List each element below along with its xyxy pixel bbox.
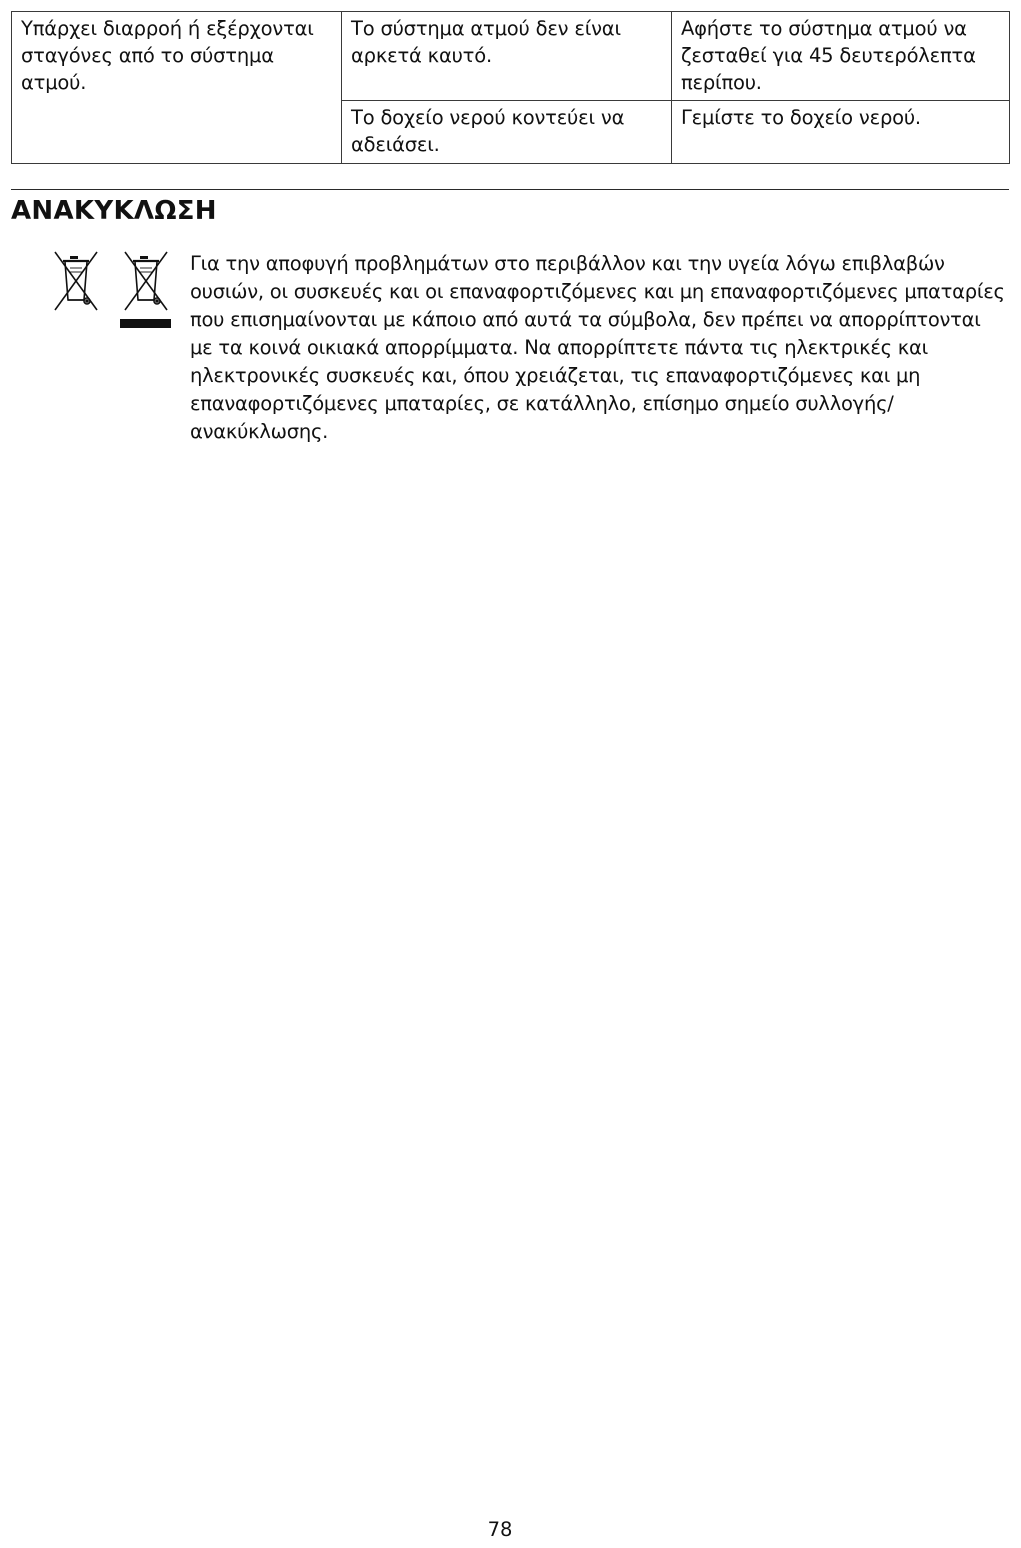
- cause-cell: Το δοχείο νερού κοντεύει να αδειάσει.: [342, 101, 672, 164]
- section-divider: [11, 189, 1009, 190]
- solution-cell: Γεμίστε το δοχείο νερού.: [672, 101, 1010, 164]
- crossed-out-wheelie-bin-with-bar-icon: [120, 252, 171, 328]
- recycling-text: Για την αποφυγή προβλημάτων στο περιβάλλον και την υγεία λόγω επιβλαβών ουσιών, οι συσκευές και οι επαναφορτιζόμενες και μη επαναφορτιζόμενες μπαταρίες που επισημαίνονται με κάποιο από αυτά τα σύμβολα, δεν πρέπει να απορρίπτονται με τα κοινά οικιακά απορρίμματα. Να απορρίπτετε πάντα τις ηλεκτρικές και ηλεκτρονικές συσκευές και, όπου χρειάζεται, τις επαναφορτιζόμενες και μη επαναφορτιζόμενες μπαταρίες, σε κατάλληλο, επίσημο σημείο συλλογής/ανακύκλωσης.: [190, 252, 1005, 443]
- cause-cell: Το σύστημα ατμού δεν είναι αρκετά καυτό.: [342, 12, 672, 101]
- problem-cell: Υπάρχει διαρροή ή εξέρχονται σταγόνες από το σύστημα ατμού.: [12, 12, 342, 164]
- table-row: [12, 12, 1010, 101]
- section-title: ΑΝΑΚΥΚΛΩΣΗ: [11, 196, 217, 226]
- troubleshooting-table: [11, 11, 1010, 164]
- page-number: 78: [487, 1518, 513, 1541]
- weee-symbols: [53, 250, 173, 330]
- crossed-out-wheelie-bin-icon: [55, 252, 97, 310]
- solution-cell: Αφήστε το σύστημα ατμού να ζεσταθεί για 45 δευτερόλεπτα περίπου.: [672, 12, 1010, 101]
